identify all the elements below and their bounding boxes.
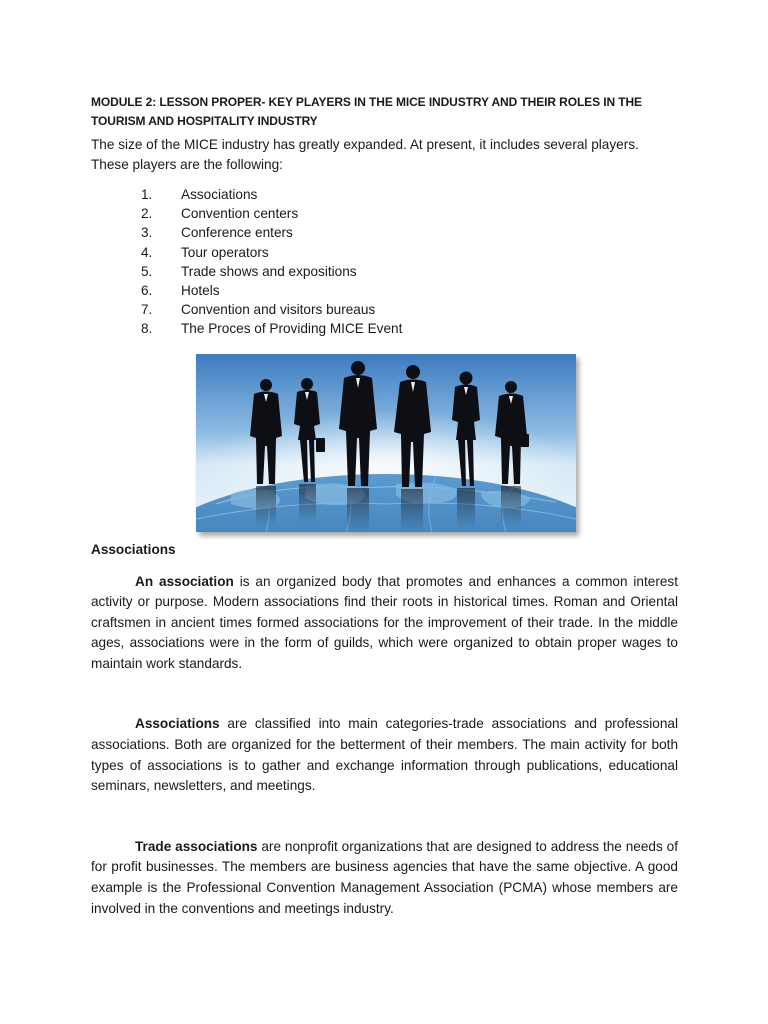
list-number: 5. [141, 263, 153, 279]
list-label: The Proces of Providing MICE Event [181, 321, 403, 337]
list-number: 7. [141, 302, 153, 318]
list-number: 4. [141, 244, 153, 260]
spacer [91, 674, 678, 714]
paragraph-text: are classified into main categories-trade associations and professional associations. Both are organized for the betterment of their members. The main activity for both types of associations is to gather and exchange information through publications, educational seminars, newsletters, and meetings. [91, 716, 678, 794]
list-item [91, 319, 678, 338]
list-label: Tour operators [181, 244, 269, 260]
paragraph-lead: Trade associations [135, 838, 258, 854]
list-label: Associations [181, 187, 258, 202]
paragraph-text: is an organized body that promotes and enhances a common interest activity or purpose. Modern associations find their roots in historical times. Roman and Oriental craftsmen in ancient times formed associations for the improvement of their trade. In the middle ages, associations were in the form of guilds, which were organized to obtain proper wages to maintain work standards. [91, 573, 678, 671]
list-item [91, 300, 678, 319]
spacer [91, 797, 678, 837]
document-title: MODULE 2: LESSON PROPER- KEY PLAYERS IN THE MICE INDUSTRY AND THEIR ROLES IN THE TOURISM AND HOSPITALITY INDUSTRY [91, 95, 642, 128]
list-number: 1. [141, 187, 153, 202]
paragraph-lead: An association [135, 573, 234, 589]
document-page [91, 93, 678, 919]
section-heading: Associations [91, 541, 176, 557]
list-item [91, 262, 678, 281]
list-item [91, 204, 678, 223]
paragraph-lead: Associations [135, 716, 220, 732]
list-number: 8. [141, 321, 153, 337]
intro-paragraph: The size of the MICE industry has greatly expanded. At present, it includes several players. These players are the following: [91, 137, 639, 172]
business-people-illustration [196, 354, 576, 532]
paragraph-trade-associations [91, 837, 678, 919]
players-list [91, 185, 678, 339]
list-label: Trade shows and expositions [181, 263, 357, 279]
business-people-image [196, 354, 576, 532]
list-label: Hotels [181, 282, 220, 298]
list-item [91, 243, 678, 262]
paragraph-association [91, 572, 678, 675]
list-label: Conference enters [181, 225, 293, 241]
list-label: Convention centers [181, 206, 299, 222]
paragraph-text: are nonprofit organizations that are designed to address the needs of for profit businesses. The members are business agencies that have the same objective. A good example is the Professional Convention Management Association (PCMA) whose members are involved in the conventions and meetings industry. [91, 838, 678, 916]
paragraph-associations [91, 714, 678, 796]
list-item [91, 185, 678, 204]
list-item [91, 223, 678, 242]
list-number: 6. [141, 282, 153, 298]
list-number: 3. [141, 225, 153, 241]
list-number: 2. [141, 206, 153, 222]
list-item [91, 281, 678, 300]
list-label: Convention and visitors bureaus [181, 302, 376, 318]
